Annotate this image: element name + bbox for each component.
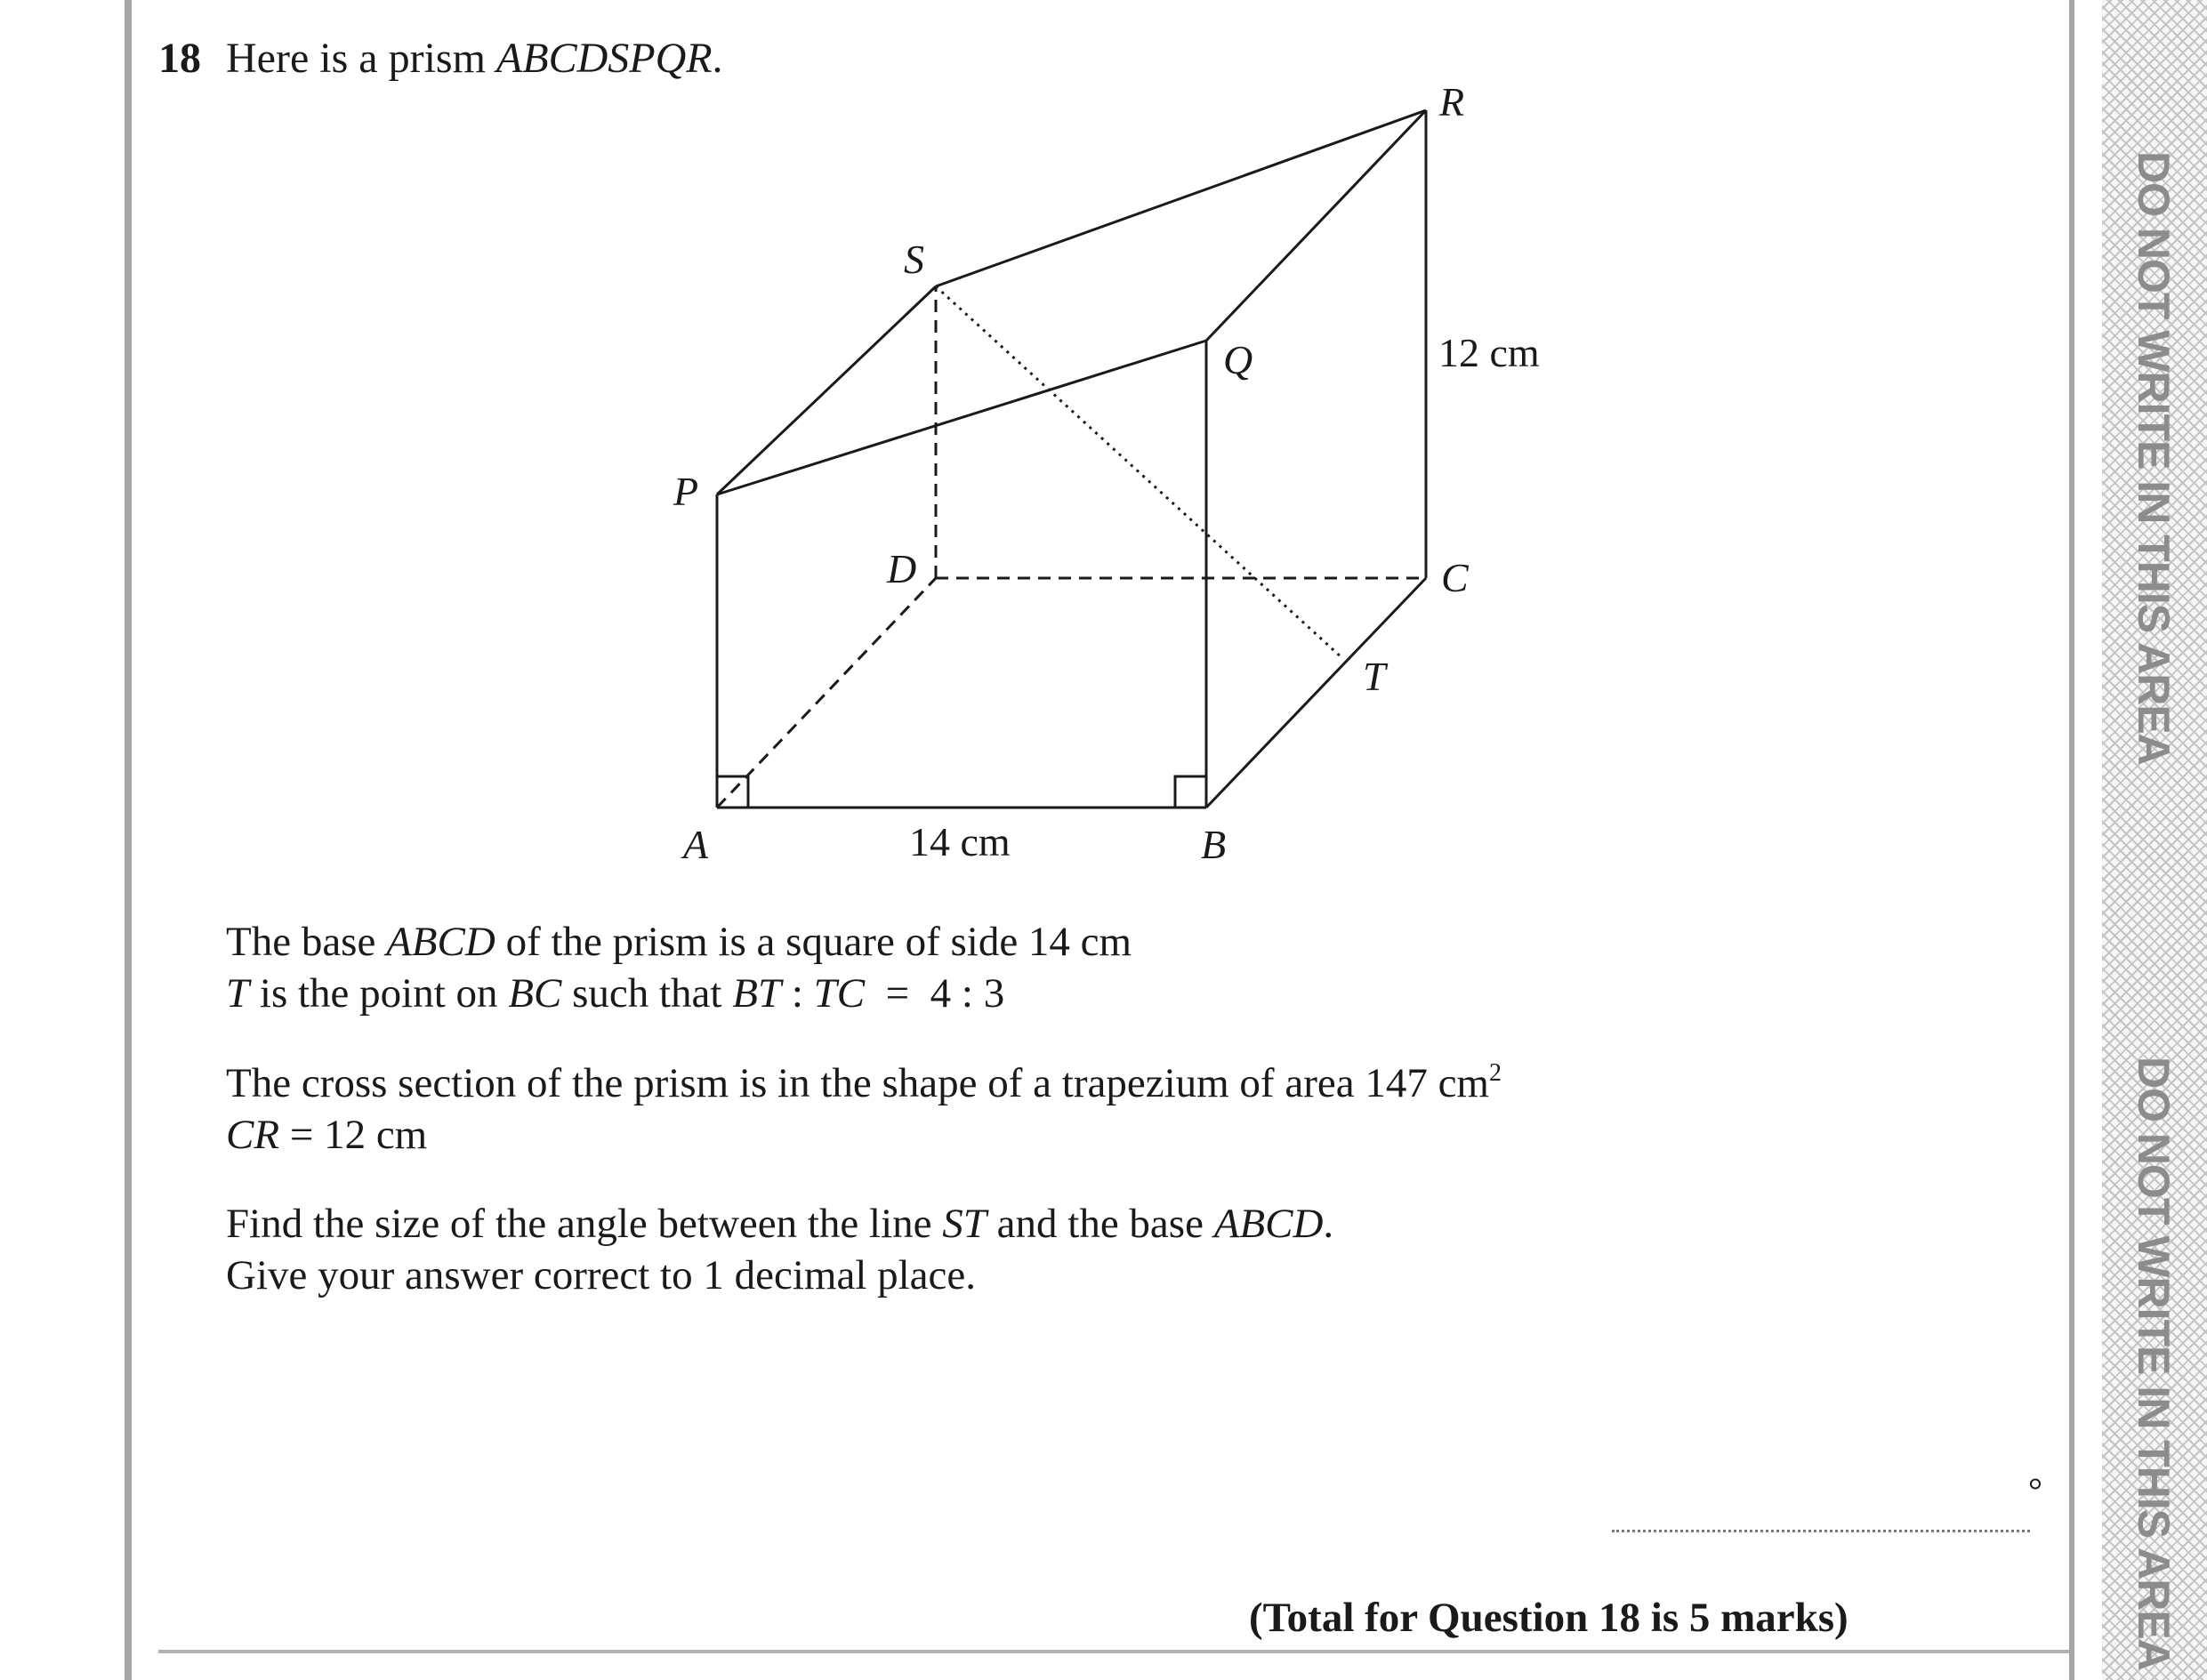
edge-ps	[717, 286, 936, 494]
line-st	[936, 286, 1342, 658]
label-b: B	[1201, 822, 1227, 867]
edge-sr	[936, 110, 1426, 286]
label-r: R	[1439, 79, 1465, 125]
paragraph-cross-section: The cross section of the prism is in the shape of a trapezium of area 147 $cm^2$ CR = 12 cm	[226, 1059, 1502, 1158]
label-a: A	[683, 822, 709, 867]
label-d: D	[887, 546, 917, 591]
label-s: S	[904, 237, 924, 282]
hidden-edge-ad	[717, 578, 936, 808]
label-side-cr: 12 cm	[1438, 330, 1540, 375]
label-q: Q	[1223, 337, 1253, 382]
paragraph-instruction: Find the size of the angle between the line ST and the base ABCD. Give your answer correct to 1 decimal place.	[226, 1201, 1334, 1298]
question-number: 18	[158, 35, 201, 82]
edge-pq	[717, 341, 1206, 494]
right-angle-b	[1175, 776, 1206, 808]
margin-warning-text: DO NOT WRITE IN THIS AREA	[2129, 1057, 2179, 1670]
question-intro: Here is a prism ABCDSPQR.	[226, 35, 723, 82]
label-t: T	[1363, 654, 1386, 699]
answer-line[interactable]	[1612, 1530, 2030, 1532]
edge-bc	[1206, 578, 1426, 808]
paragraph-base: The base ABCD of the prism is a square of side 14 cm T is the point on BC such that BT : TC = 4 : 3	[226, 919, 1132, 1017]
label-side-ab: 14 cm	[909, 819, 1011, 864]
degree-symbol: °	[2028, 1470, 2042, 1510]
edge-qr	[1206, 110, 1426, 341]
label-p: P	[673, 469, 699, 514]
margin-warning-text: DO NOT WRITE IN THIS AREA	[2129, 151, 2179, 765]
total-marks: (Total for Question 18 is 5 marks)	[1249, 1595, 1849, 1641]
label-c: C	[1441, 555, 1469, 600]
bottom-rule	[158, 1650, 2069, 1653]
